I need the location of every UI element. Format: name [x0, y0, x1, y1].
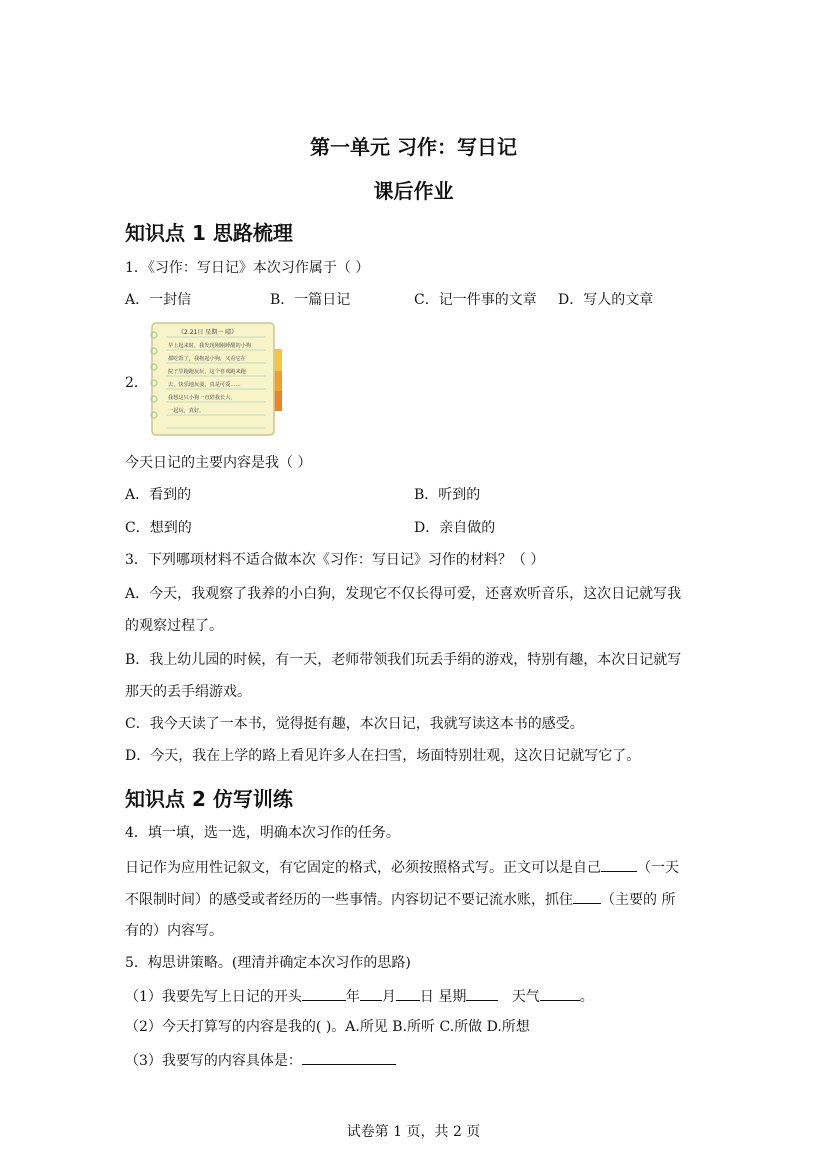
q2-option-a: A．看到的: [125, 487, 192, 503]
fill-blank-content[interactable]: [302, 1050, 396, 1065]
fill-blank-year[interactable]: [302, 986, 346, 1001]
q1-option-c: C．记一件事的文章: [414, 292, 537, 308]
q5-sub-2: （2）今天打算写的内容是我的( )。A.所见 B.所听 C.所做 D.所想: [125, 1019, 530, 1035]
fill-blank[interactable]: [573, 889, 601, 904]
page-subtitle: 课后作业: [373, 179, 454, 203]
q4-line-1: 日记作为应用性记叙文，有它固定的格式，必须按照格式写。正文可以是自己 （一天: [125, 857, 679, 878]
page-footer: 试卷第 1 页，共 2 页: [346, 1124, 481, 1140]
q5-sub-3: （3）我要写的内容具体是：: [125, 1050, 396, 1071]
q3-option-a: A．今天，我观察了我养的小白狗，发现它不仅长得可爱，还喜欢听音乐，这次日记就写我: [125, 586, 682, 602]
q2-number: 2．: [125, 375, 148, 391]
q3-option-a-cont: 的观察过程了。: [125, 618, 223, 634]
q3-option-b-cont: 那天的丢手绢游戏。: [125, 684, 251, 700]
q1-option-b: B．一篇日记: [270, 292, 351, 308]
q1-option-d: D．写人的文章: [558, 292, 654, 308]
diary-line: 我想这只小狗一直陪我长大，: [168, 395, 236, 401]
fill-blank-day[interactable]: [396, 986, 420, 1001]
q1-option-a: A．一封信: [125, 292, 192, 308]
q5-stem: 5．构思讲策略。(理清并确定本次习作的思路): [125, 955, 411, 971]
q2-option-d: D．亲自做的: [414, 520, 496, 536]
q4-stem: 4．填一填，选一选，明确本次习作的任务。: [125, 825, 400, 841]
q4-line-2: 不限制时间）的感受或者经历的一些事情。内容切记不要记流水账，抓住 （主要的 所: [125, 889, 675, 910]
q3-option-d: D．今天，我在上学的路上看见许多人在扫雪，场面特别壮观，这次日记就写它了。: [125, 748, 641, 764]
fill-blank[interactable]: [601, 857, 637, 872]
q1-stem: 1．《习作：写日记》本次习作属于（ ）: [125, 260, 370, 276]
q5-sub-1: （1）我要先写上日记的开头 年 月 日 星期 天气 。: [125, 986, 594, 1007]
diary-line: 早上起来时，我发现刚刚睡醒的小狗: [168, 343, 252, 349]
diary-line: 都吃饭了，我抱起小狗，又看它在: [168, 356, 246, 362]
fill-blank-weather[interactable]: [540, 986, 580, 1001]
q2-option-b: B．听到的: [414, 487, 481, 503]
q3-stem: 3．下列哪项材料不适合做本次《习作：写日记》习作的材料？（ ）: [125, 552, 545, 568]
page-title: 第一单元 习作：写日记: [310, 135, 517, 159]
q3-option-c: C．我今天读了一本书，觉得挺有趣，本次日记，我就写读这本书的感受。: [125, 716, 584, 732]
diary-line: 去，快乐地玩耍，真是可爱……: [168, 382, 241, 388]
q4-line-3: 有的）内容写。: [125, 923, 223, 939]
diary-line: 一起玩，真好。: [168, 408, 205, 414]
fill-blank-month[interactable]: [360, 986, 382, 1001]
diary-line: 院子里跑跑玩玩，这个喜欢跑来跑: [168, 369, 246, 375]
section-heading-2: 知识点 2 仿写训练: [125, 787, 293, 811]
q2-option-c: C．想到的: [125, 520, 192, 536]
q2-stem: 今天日记的主要内容是我（ ）: [125, 455, 312, 471]
fill-blank-weekday[interactable]: [466, 986, 498, 1001]
diary-notebook-image: [148, 321, 284, 439]
section-heading-1: 知识点 1 思路梳理: [125, 221, 293, 245]
q3-option-b: B．我上幼儿园的时候，有一天，老师带领我们玩丢手绢的游戏，特别有趣，本次日记就写: [125, 652, 682, 668]
diary-header: 《2.21日 星期一 晴》: [178, 329, 238, 336]
